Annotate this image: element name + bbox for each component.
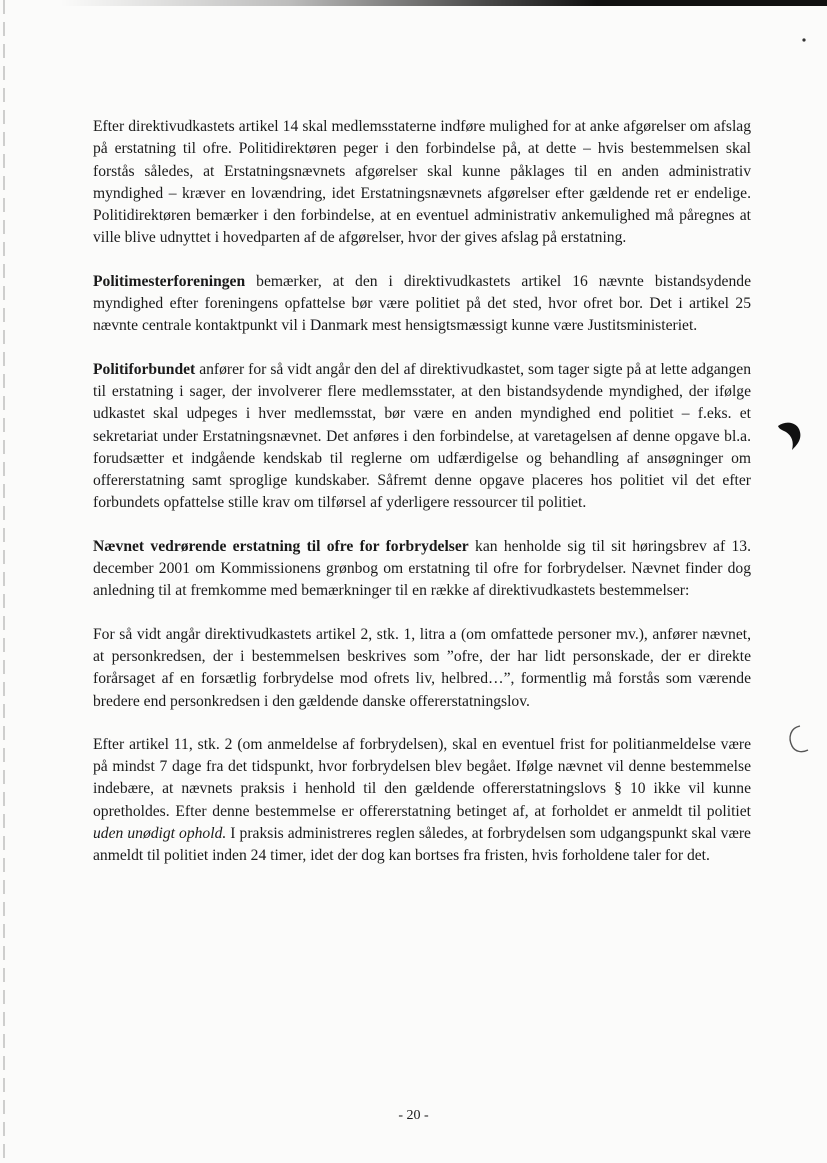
paragraph-text: Efter artikel 11, stk. 2 (om anmeldelse af forbrydelsen), skal en eventuel frist for politianmeldelse være på mindst 7 dage fra det tidspunkt, hvor forbrydelsen blev begået. Ifølge nævnet vil denne bestemmelse indebære, at nævnets praksis i henhold til den gældende offererstatningslovs § 10 ikke vil kunne opretholdes. Efter denne bestemmelse er offererstatning betinget af, at forholdet er anmeldt til politiet [93,735,751,820]
body-paragraph [93,271,751,338]
paragraph-text: Efter direktivudkastets artikel 14 skal medlemsstaterne indføre mulighed for at anke afgørelser om afslag på erstatning til ofre. Politidirektøren peger i den forbindelse på, at dette – hvis bestemmelsen skal forstås således, at Erstatningsnævnets afgørelser skal kunne påklages til en anden administrativ myndighed – kræver en lovændring, idet Erstatningsnævnets afgørelser efter gældende ret er endelige. Politidirektøren bemærker i den forbindelse, at en eventuel administrativ ankemulighed må påregnes at ville blive udnyttet i hovedparten af de afgørelser, hvor der gives afslag på erstatning. [93,118,751,247]
paragraph-text: bemærker, at den i direktivudkastets artikel 16 nævnte bistandsydende myndighed efter foreningens opfattelse bør være politiet på det sted, hvor ofret bor. Det i artikel 25 nævnte centrale kontaktpunkt vil i Danmark mest hensigtsmæssigt kunne være Justitsministeriet. [93,272,751,335]
paragraph-lead-term: Politiforbundet [93,360,196,378]
paragraph-lead-term: Nævnet vedrørende erstatning til ofre for forbrydelser [93,537,469,555]
scan-left-edge [3,0,5,1163]
scan-top-edge [60,0,827,6]
paragraph-text: kan henholde sig til sit høringsbrev af 13. december 2001 om Kommissionens grønbog om erstatning til ofre for forbrydelser. Nævnet finder dog anledning til at fremkomme med bemærkninger til en række af direktivudkastets bestemmelser: [93,537,751,600]
paragraph-text: For så vidt angår direktivudkastets artikel 2, stk. 1, litra a (om omfattede personer mv.), anfører nævnet, at personkredsen, der i bestemmelsen beskrives som ”ofre, der har lidt personskade, der er direkte forårsaget af en forsætlig forbrydelse mod ofrets liv, helbred…”, formentlig må forstås som værende bredere end personkredsen i den gældende danske offererstatningslov. [93,625,751,710]
body-paragraph [93,536,751,603]
paragraph-lead-term: Politimesterforeningen [93,272,246,290]
body-paragraph [93,359,751,515]
page-number: - 20 - [398,1108,429,1123]
document-body [93,116,751,868]
paragraph-text: anfører for så vidt angår den del af direktivudkastet, som tager sigte på at lette adgangen til erstatning i sager, der involverer flere medlemsstater, at den bistandsydende myndighed, der ifølge udkastet skal udpeges i hver medlemsstat, bør være en anden myndighed end politiet – f.eks. et sekretariat under Erstatningsnævnet. Det anføres i den forbindelse, at varetagelsen af denne opgave bl.a. forudsætter et indgående kendskab til reglerne om udfærdigelse og behandling af ansøgninger om offererstatning samt sproglige kundskaber. Såfremt denne opgave placeres hos politiet vil det efter forbundets opfattelse stille krav om tilførsel af yderligere ressourcer til politiet. [93,360,751,512]
body-paragraph [93,624,751,713]
paragraph-text: I praksis administreres reglen således, at forbrydelsen som udgangspunkt skal være anmeldt til politiet inden 24 timer, idet der dog kan bortses fra fristen, hvis forholdene taler for det. [93,825,751,865]
body-paragraph [93,734,751,868]
punch-hole-mark-faint [782,722,812,756]
emphasized-text: uden unødigt ophold. [93,825,227,843]
body-paragraph [93,116,751,250]
scan-speck [800,36,808,44]
punch-hole-mark [772,418,806,458]
